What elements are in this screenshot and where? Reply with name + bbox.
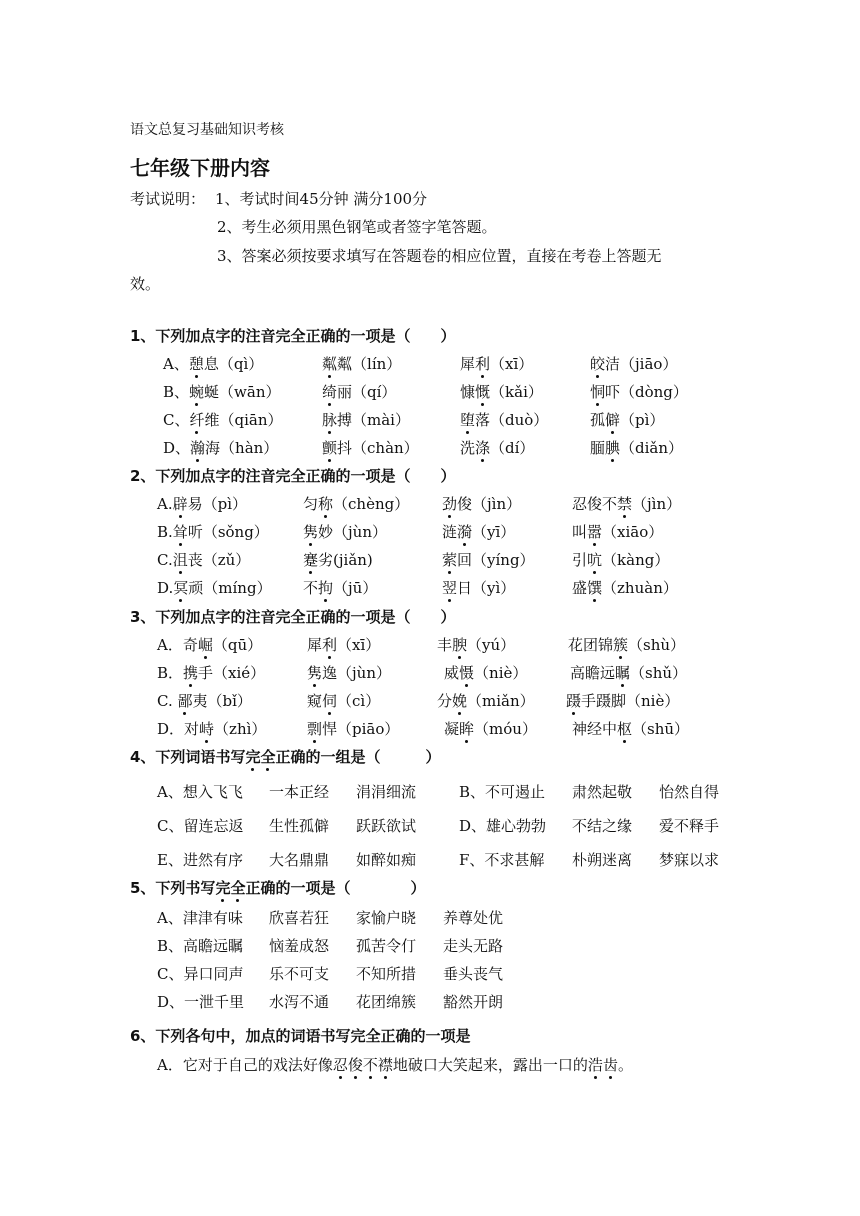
q5-d-1: D、一泄千里 (157, 993, 245, 1011)
q3-b-3: 威慑（niè） (444, 664, 528, 682)
q1-d-3: 洗涤（dí） (460, 439, 535, 457)
q3-b-2: 隽逸（jùn） (307, 664, 391, 682)
q5-a-3: 家愉户晓 (356, 909, 417, 927)
q3-a-3: 丰腴（yú） (437, 636, 516, 654)
question-1-row-c (0, 409, 860, 431)
q1-a-3: 犀利（xī） (460, 355, 534, 373)
q2-b-4: 叫嚣（xiāo） (572, 523, 664, 541)
q2-c-1: C.沮丧（zǔ） (157, 551, 251, 569)
q4-r1-3: 涓涓细流 (356, 783, 417, 801)
q4-r2-4: D、雄心勃勃 (459, 817, 547, 835)
q2-c-3: 萦回（yíng） (442, 551, 535, 569)
question-3-row-a (0, 634, 860, 656)
question-5-stem: 5、下列书写完全正确的一项是（ ） (130, 879, 426, 897)
notes-label: 考试说明： (130, 190, 206, 208)
q3-a-4: 花团锦簇（shù） (568, 636, 686, 654)
q3-c-4: 蹑手蹑脚（niè） (566, 692, 680, 710)
question-4-row-2 (0, 815, 860, 837)
q2-a-2: 匀称（chèng） (303, 495, 410, 513)
q4-r3-5: 朴朔迷离 (572, 851, 633, 869)
question-5-row-a (0, 907, 860, 929)
q3-d-1: D．对峙（zhì） (157, 720, 267, 738)
question-3-row-d (0, 718, 860, 740)
q3-a-1: A．奇崛（qū） (157, 636, 263, 654)
q2-c-2: 蹇劣(jiǎn) (303, 551, 373, 569)
q2-d-2: 不拘（jū） (303, 579, 378, 597)
q4-r1-6: 怡然自得 (659, 783, 720, 801)
q1-b-1: B、蜿蜒（wān） (163, 383, 281, 401)
q4-r1-5: 肃然起敬 (572, 783, 633, 801)
q5-c-4: 垂头丧气 (443, 965, 504, 983)
question-3-stem: 3、下列加点字的注音完全正确的一项是（ ） (130, 608, 456, 626)
q4-r1-1: A、想入飞飞 (157, 783, 243, 801)
q4-r2-6: 爱不释手 (659, 817, 720, 835)
q5-a-2: 欣喜若狂 (269, 909, 330, 927)
q3-a-2: 犀利（xī） (307, 636, 381, 654)
question-4-stem: 4、下列词语书写完全正确的一组是（ ） (130, 748, 441, 766)
q4-r1-2: 一本正经 (269, 783, 330, 801)
q2-b-1: B.耸听（sǒng） (157, 523, 269, 541)
q3-c-3: 分娩（miǎn） (437, 692, 535, 710)
question-4-row-1 (0, 781, 860, 803)
q3-c-1: C. 鄙夷（bǐ） (157, 692, 252, 710)
page-title: 七年级下册内容 (130, 156, 270, 180)
q5-b-2: 恼羞成怒 (269, 937, 330, 955)
q5-d-4: 豁然开朗 (443, 993, 504, 1011)
q3-d-2: 剽悍（piāo） (307, 720, 400, 738)
q1-c-2: 脉搏（mài） (322, 411, 410, 429)
q1-c-1: C、纤维（qiān） (163, 411, 283, 429)
question-5-row-b (0, 935, 860, 957)
question-5-row-d (0, 991, 860, 1013)
question-1-stem: 1、下列加点字的注音完全正确的一项是（ ） (130, 327, 456, 345)
note-item-3: 3、答案必须按要求填写在答题卷的相应位置，直接在考卷上答题无 (217, 247, 662, 265)
q3-c-2: 窥伺（cì） (307, 692, 381, 710)
q5-a-1: A、津津有味 (157, 909, 243, 927)
q1-d-4: 腼腆（diǎn） (590, 439, 684, 457)
q1-b-2: 绮丽（qí） (322, 383, 397, 401)
q1-a-1: A、憩息（qì） (163, 355, 264, 373)
q4-r2-1: C、留连忘返 (157, 817, 244, 835)
q4-r3-6: 梦寐以求 (659, 851, 720, 869)
q4-r3-4: F、不求甚解 (459, 851, 545, 869)
note-item-3-cont: 效。 (130, 275, 161, 293)
q4-r2-2: 生性孤僻 (269, 817, 330, 835)
question-4-row-3 (0, 849, 860, 871)
exam-subtitle: 语文总复习基础知识考核 (130, 122, 284, 138)
question-2-row-b (0, 521, 860, 543)
question-2-stem: 2、下列加点字的注音完全正确的一项是（ ） (130, 467, 456, 485)
q4-r1-4: B、不可遏止 (459, 783, 546, 801)
q5-d-2: 水泻不通 (269, 993, 330, 1011)
q3-d-4: 神经中枢（shū） (572, 720, 690, 738)
q5-c-3: 不知所措 (356, 965, 417, 983)
q2-a-3: 劲俊（jìn） (442, 495, 522, 513)
q1-d-1: D、瀚海（hàn） (163, 439, 279, 457)
question-3-row-b (0, 662, 860, 684)
q5-c-2: 乐不可支 (269, 965, 330, 983)
q1-a-2: 粼粼（lín） (322, 355, 402, 373)
q4-r3-2: 大名鼎鼎 (269, 851, 330, 869)
q5-d-3: 花团绵簇 (356, 993, 417, 1011)
question-6-stem: 6、下列各句中，加点的词语书写完全正确的一项是 (130, 1027, 471, 1045)
note-item-2: 2、考生必须用黑色钢笔或者签字笔答题。 (217, 218, 497, 236)
q2-d-3: 翌日（yì） (442, 579, 516, 597)
question-6-sentence-a: A．它对于自己的戏法好像忍俊不襟地破口大笑起来，露出一口的浩齿。 (157, 1056, 633, 1074)
q2-b-3: 涟漪（yī） (442, 523, 516, 541)
q2-a-4: 忍俊不禁（jìn） (572, 495, 682, 513)
q2-b-2: 隽妙（jùn） (303, 523, 387, 541)
q2-d-1: D.冥顽（míng） (157, 579, 272, 597)
q5-c-1: C、异口同声 (157, 965, 244, 983)
question-5-row-c (0, 963, 860, 985)
q4-r3-1: E、进然有序 (157, 851, 243, 869)
question-2-row-d (0, 577, 860, 599)
q2-c-4: 引吭（kàng） (572, 551, 670, 569)
q4-r3-3: 如醉如痴 (356, 851, 417, 869)
question-2-row-c (0, 549, 860, 571)
q4-r2-3: 跃跃欲试 (356, 817, 417, 835)
q1-b-4: 恫吓（dòng） (590, 383, 688, 401)
q5-b-1: B、高瞻远瞩 (157, 937, 244, 955)
q2-a-1: A.辟易（pì） (157, 495, 248, 513)
q5-b-3: 孤苦令仃 (356, 937, 417, 955)
q1-c-4: 孤僻（pì） (590, 411, 665, 429)
note-item-1: 1、考试时间45分钟 满分100分 (215, 190, 428, 208)
q5-a-4: 养尊处优 (443, 909, 504, 927)
q5-b-4: 走头无路 (443, 937, 504, 955)
q1-d-2: 颤抖（chàn） (322, 439, 419, 457)
question-1-row-a (0, 353, 860, 375)
q3-d-3: 凝眸（móu） (444, 720, 537, 738)
question-2-row-a (0, 493, 860, 515)
q1-a-4: 皎洁（jiāo） (590, 355, 678, 373)
question-3-row-c (0, 690, 860, 712)
q3-b-4: 高瞻远瞩（shǔ） (570, 664, 688, 682)
q1-b-3: 慷慨（kǎi） (460, 383, 543, 401)
question-1-row-d (0, 437, 860, 459)
q2-d-4: 盛馔（zhuàn） (572, 579, 678, 597)
q3-b-1: B．携手（xié） (157, 664, 266, 682)
question-1-row-b (0, 381, 860, 403)
q4-r2-5: 不结之缘 (572, 817, 633, 835)
q1-c-3: 堕落（duò） (460, 411, 549, 429)
